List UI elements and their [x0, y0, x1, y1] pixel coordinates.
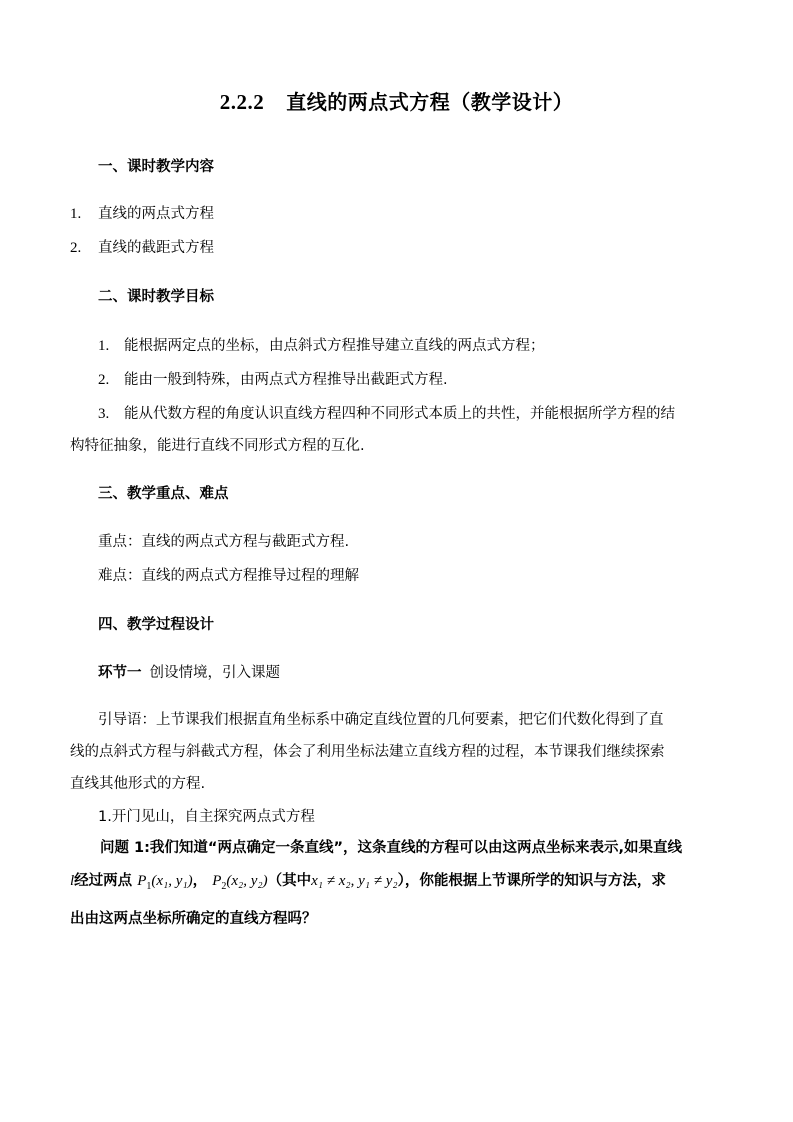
- point-p1: $P_1(x_1$, y₁): [137, 873, 193, 892]
- stage-1-label: 环节一: [98, 665, 142, 681]
- goal-item-1-text: 能根据两定点的坐标，由点斜式方程推导建立直线的两点式方程；: [124, 338, 545, 354]
- content-item-1-number: 1.: [70, 206, 82, 222]
- stage-1-heading: [98, 661, 280, 682]
- question-line-1: 问题 1:我们知道“两点确定一条直线”，这条直线的方程可以由这两点坐标来表示,如果直线: [100, 840, 683, 856]
- page-title: [0, 86, 793, 115]
- content-item-1: [70, 202, 214, 223]
- goal-item-2-number: 2.: [98, 372, 110, 388]
- intro-line-3: 直线其他形式的方程.: [70, 776, 206, 792]
- content-item-2-number: 2.: [70, 240, 82, 256]
- content-item-2: [70, 236, 214, 257]
- intro-line-1: 引导语：上节课我们根据直角坐标系中确定直线位置的几何要素，把它们代数化得到了直: [98, 712, 664, 728]
- section-heading-goals: 二、课时教学目标: [98, 289, 214, 305]
- section-heading-process: 四、教学过程设计: [98, 617, 214, 633]
- title-text: 直线的两点式方程（教学设计）: [286, 90, 574, 114]
- pass-text: 经过两点: [74, 873, 133, 889]
- line-variable: l: [70, 873, 75, 889]
- section-heading-key-points: 三、教学重点、难点: [98, 486, 229, 502]
- condition-close: ），你能根据上节课所学的知识与方法，求: [397, 873, 666, 889]
- intro-line-2: 线的点斜式方程与斜截式方程，体会了利用坐标法建立直线方程的过程，本节课我们继续探索: [70, 744, 665, 760]
- title-number: 2.2.2: [219, 90, 265, 114]
- point-p2: $P_2(x_2$, y₂): [212, 873, 268, 892]
- condition-open: （其中: [267, 873, 312, 889]
- content-item-2-text: 直线的截距式方程: [98, 240, 214, 256]
- goal-item-3-continuation: 构特征抽象，能进行直线不同形式方程的互化.: [70, 438, 365, 454]
- content-item-1-text: 直线的两点式方程: [98, 206, 214, 222]
- goal-item-2-text: 能由一般到特殊，由两点式方程推导出截距式方程.: [124, 372, 448, 388]
- goal-item-2: [98, 368, 448, 389]
- question-1: [70, 832, 734, 936]
- difficult-point-text: 难点：直线的两点式方程推导过程的理解: [98, 568, 359, 584]
- subheading-1: 1.开门见山，自主探究两点式方程: [98, 809, 315, 825]
- key-point-text: 重点：直线的两点式方程与截距式方程.: [98, 534, 350, 550]
- goal-item-3: [98, 402, 675, 423]
- question-line-3: 出由这两点坐标所确定的直线方程吗？: [70, 911, 317, 927]
- question-line-2: l经过两点 $P_1(x_1$, y₁)， $P_2(x_2$, y₂)（其中x₁ ≠ x₂, y₁ ≠ y₂），你能根据上节课所学的知识与方法，求: [70, 873, 666, 892]
- intro-paragraph: [70, 704, 734, 800]
- goal-item-1-number: 1.: [98, 338, 110, 354]
- condition-math: x₁ ≠ x₂, y₁ ≠ y₂: [311, 873, 398, 889]
- goal-item-3-text: 能从代数方程的角度认识直线方程四种不同形式本质上的共性，并能根据所学方程的结: [124, 406, 675, 422]
- stage-1-text: 创设情境，引入课题: [149, 665, 280, 681]
- section-heading-content: 一、课时教学内容: [98, 159, 214, 175]
- goal-item-1: [98, 334, 545, 355]
- goal-item-3-number: 3.: [98, 406, 110, 422]
